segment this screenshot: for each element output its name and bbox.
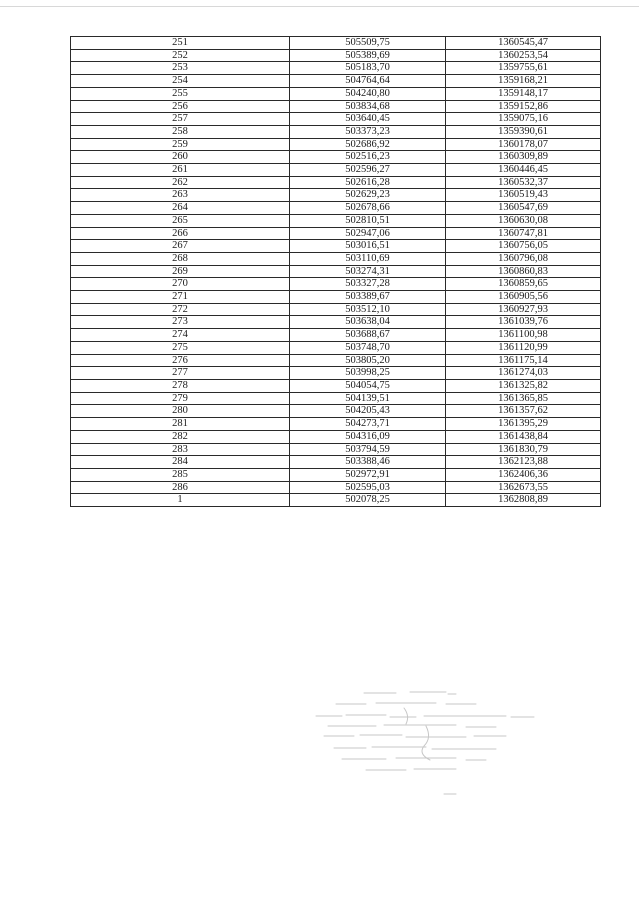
x-coordinate-cell: 502947,06 xyxy=(290,227,446,240)
y-coordinate-cell: 1360860,83 xyxy=(446,265,601,278)
point-number-cell: 257 xyxy=(71,113,290,126)
y-coordinate-cell: 1359075,16 xyxy=(446,113,601,126)
point-number-cell: 275 xyxy=(71,341,290,354)
table-row xyxy=(71,189,601,202)
x-coordinate-cell: 503748,70 xyxy=(290,341,446,354)
x-coordinate-cell: 502516,23 xyxy=(290,151,446,164)
y-coordinate-cell: 1359390,61 xyxy=(446,125,601,138)
y-coordinate-cell: 1362406,36 xyxy=(446,468,601,481)
table-row xyxy=(71,443,601,456)
table-row xyxy=(71,418,601,431)
y-coordinate-cell: 1360178,07 xyxy=(446,138,601,151)
table-row xyxy=(71,75,601,88)
point-number-cell: 265 xyxy=(71,214,290,227)
table-row xyxy=(71,125,601,138)
x-coordinate-cell: 503640,45 xyxy=(290,113,446,126)
x-coordinate-cell: 502629,23 xyxy=(290,189,446,202)
point-number-cell: 253 xyxy=(71,62,290,75)
y-coordinate-cell: 1360253,54 xyxy=(446,49,601,62)
x-coordinate-cell: 503794,59 xyxy=(290,443,446,456)
y-coordinate-cell: 1361120,99 xyxy=(446,341,601,354)
table-row xyxy=(71,202,601,215)
x-coordinate-cell: 503638,04 xyxy=(290,316,446,329)
point-number-cell: 264 xyxy=(71,202,290,215)
table-row xyxy=(71,316,601,329)
point-number-cell: 260 xyxy=(71,151,290,164)
y-coordinate-cell: 1359148,17 xyxy=(446,87,601,100)
y-coordinate-cell: 1360905,56 xyxy=(446,291,601,304)
x-coordinate-cell: 502678,66 xyxy=(290,202,446,215)
point-number-cell: 251 xyxy=(71,37,290,50)
table-row xyxy=(71,176,601,189)
point-number-cell: 278 xyxy=(71,379,290,392)
y-coordinate-cell: 1359168,21 xyxy=(446,75,601,88)
x-coordinate-cell: 502616,28 xyxy=(290,176,446,189)
table-row xyxy=(71,87,601,100)
x-coordinate-cell: 503016,51 xyxy=(290,240,446,253)
point-number-cell: 254 xyxy=(71,75,290,88)
y-coordinate-cell: 1359755,61 xyxy=(446,62,601,75)
x-coordinate-cell: 503388,46 xyxy=(290,456,446,469)
table-row xyxy=(71,392,601,405)
point-number-cell: 262 xyxy=(71,176,290,189)
y-coordinate-cell: 1360630,08 xyxy=(446,214,601,227)
y-coordinate-cell: 1360547,69 xyxy=(446,202,601,215)
point-number-cell: 280 xyxy=(71,405,290,418)
table-row xyxy=(71,303,601,316)
table-row xyxy=(71,49,601,62)
point-number-cell: 285 xyxy=(71,468,290,481)
y-coordinate-cell: 1360756,05 xyxy=(446,240,601,253)
table-row xyxy=(71,468,601,481)
point-number-cell: 281 xyxy=(71,418,290,431)
y-coordinate-cell: 1361438,84 xyxy=(446,430,601,443)
point-number-cell: 286 xyxy=(71,481,290,494)
x-coordinate-cell: 503834,68 xyxy=(290,100,446,113)
x-coordinate-cell: 504205,43 xyxy=(290,405,446,418)
x-coordinate-cell: 503688,67 xyxy=(290,329,446,342)
y-coordinate-cell: 1361395,29 xyxy=(446,418,601,431)
x-coordinate-cell: 503512,10 xyxy=(290,303,446,316)
table-row xyxy=(71,367,601,380)
point-number-cell: 259 xyxy=(71,138,290,151)
table-row xyxy=(71,113,601,126)
point-number-cell: 274 xyxy=(71,329,290,342)
table-row xyxy=(71,405,601,418)
point-number-cell: 276 xyxy=(71,354,290,367)
y-coordinate-cell: 1360519,43 xyxy=(446,189,601,202)
table-row xyxy=(71,164,601,177)
x-coordinate-cell: 502810,51 xyxy=(290,214,446,227)
x-coordinate-cell: 505183,70 xyxy=(290,62,446,75)
table-row xyxy=(71,151,601,164)
point-number-cell: 252 xyxy=(71,49,290,62)
y-coordinate-cell: 1360796,08 xyxy=(446,252,601,265)
point-number-cell: 282 xyxy=(71,430,290,443)
y-coordinate-cell: 1361039,76 xyxy=(446,316,601,329)
x-coordinate-cell: 504054,75 xyxy=(290,379,446,392)
y-coordinate-cell: 1361365,85 xyxy=(446,392,601,405)
table-row xyxy=(71,494,601,507)
y-coordinate-cell: 1360927,93 xyxy=(446,303,601,316)
table-row xyxy=(71,100,601,113)
point-number-cell: 284 xyxy=(71,456,290,469)
x-coordinate-cell: 505389,69 xyxy=(290,49,446,62)
point-number-cell: 269 xyxy=(71,265,290,278)
y-coordinate-cell: 1361175,14 xyxy=(446,354,601,367)
point-number-cell: 273 xyxy=(71,316,290,329)
point-number-cell: 277 xyxy=(71,367,290,380)
y-coordinate-cell: 1362808,89 xyxy=(446,494,601,507)
table-row xyxy=(71,291,601,304)
table-row xyxy=(71,481,601,494)
table-row xyxy=(71,379,601,392)
y-coordinate-cell: 1360545,47 xyxy=(446,37,601,50)
point-number-cell: 258 xyxy=(71,125,290,138)
x-coordinate-cell: 504240,80 xyxy=(290,87,446,100)
point-number-cell: 266 xyxy=(71,227,290,240)
x-coordinate-cell: 504273,71 xyxy=(290,418,446,431)
x-coordinate-cell: 504764,64 xyxy=(290,75,446,88)
page-top-edge xyxy=(0,6,639,7)
table-row xyxy=(71,456,601,469)
point-number-cell: 279 xyxy=(71,392,290,405)
x-coordinate-cell: 502078,25 xyxy=(290,494,446,507)
x-coordinate-cell: 504139,51 xyxy=(290,392,446,405)
y-coordinate-cell: 1360859,65 xyxy=(446,278,601,291)
x-coordinate-cell: 503389,67 xyxy=(290,291,446,304)
table-row xyxy=(71,227,601,240)
point-number-cell: 261 xyxy=(71,164,290,177)
table-row xyxy=(71,430,601,443)
table-row xyxy=(71,37,601,50)
table-row xyxy=(71,354,601,367)
point-number-cell: 283 xyxy=(71,443,290,456)
table-row xyxy=(71,329,601,342)
table-row xyxy=(71,278,601,291)
x-coordinate-cell: 504316,09 xyxy=(290,430,446,443)
table-row xyxy=(71,138,601,151)
x-coordinate-cell: 503805,20 xyxy=(290,354,446,367)
x-coordinate-cell: 502596,27 xyxy=(290,164,446,177)
faded-stamp-signature xyxy=(306,686,546,806)
y-coordinate-cell: 1362673,55 xyxy=(446,481,601,494)
point-number-cell: 1 xyxy=(71,494,290,507)
y-coordinate-cell: 1360309,89 xyxy=(446,151,601,164)
point-number-cell: 268 xyxy=(71,252,290,265)
coordinates-table xyxy=(70,36,601,507)
y-coordinate-cell: 1360446,45 xyxy=(446,164,601,177)
point-number-cell: 270 xyxy=(71,278,290,291)
point-number-cell: 256 xyxy=(71,100,290,113)
y-coordinate-cell: 1361274,03 xyxy=(446,367,601,380)
point-number-cell: 263 xyxy=(71,189,290,202)
coordinates-table-body xyxy=(71,37,601,507)
table-row xyxy=(71,252,601,265)
x-coordinate-cell: 503110,69 xyxy=(290,252,446,265)
y-coordinate-cell: 1361325,82 xyxy=(446,379,601,392)
y-coordinate-cell: 1360532,37 xyxy=(446,176,601,189)
point-number-cell: 272 xyxy=(71,303,290,316)
y-coordinate-cell: 1361100,98 xyxy=(446,329,601,342)
x-coordinate-cell: 502972,91 xyxy=(290,468,446,481)
x-coordinate-cell: 502595,03 xyxy=(290,481,446,494)
table-row xyxy=(71,341,601,354)
y-coordinate-cell: 1361830,79 xyxy=(446,443,601,456)
y-coordinate-cell: 1361357,62 xyxy=(446,405,601,418)
x-coordinate-cell: 503998,25 xyxy=(290,367,446,380)
x-coordinate-cell: 503274,31 xyxy=(290,265,446,278)
y-coordinate-cell: 1362123,88 xyxy=(446,456,601,469)
y-coordinate-cell: 1359152,86 xyxy=(446,100,601,113)
point-number-cell: 271 xyxy=(71,291,290,304)
x-coordinate-cell: 503327,28 xyxy=(290,278,446,291)
table-row xyxy=(71,240,601,253)
x-coordinate-cell: 503373,23 xyxy=(290,125,446,138)
y-coordinate-cell: 1360747,81 xyxy=(446,227,601,240)
point-number-cell: 267 xyxy=(71,240,290,253)
table-row xyxy=(71,62,601,75)
table-row xyxy=(71,214,601,227)
x-coordinate-cell: 502686,92 xyxy=(290,138,446,151)
table-row xyxy=(71,265,601,278)
x-coordinate-cell: 505509,75 xyxy=(290,37,446,50)
point-number-cell: 255 xyxy=(71,87,290,100)
